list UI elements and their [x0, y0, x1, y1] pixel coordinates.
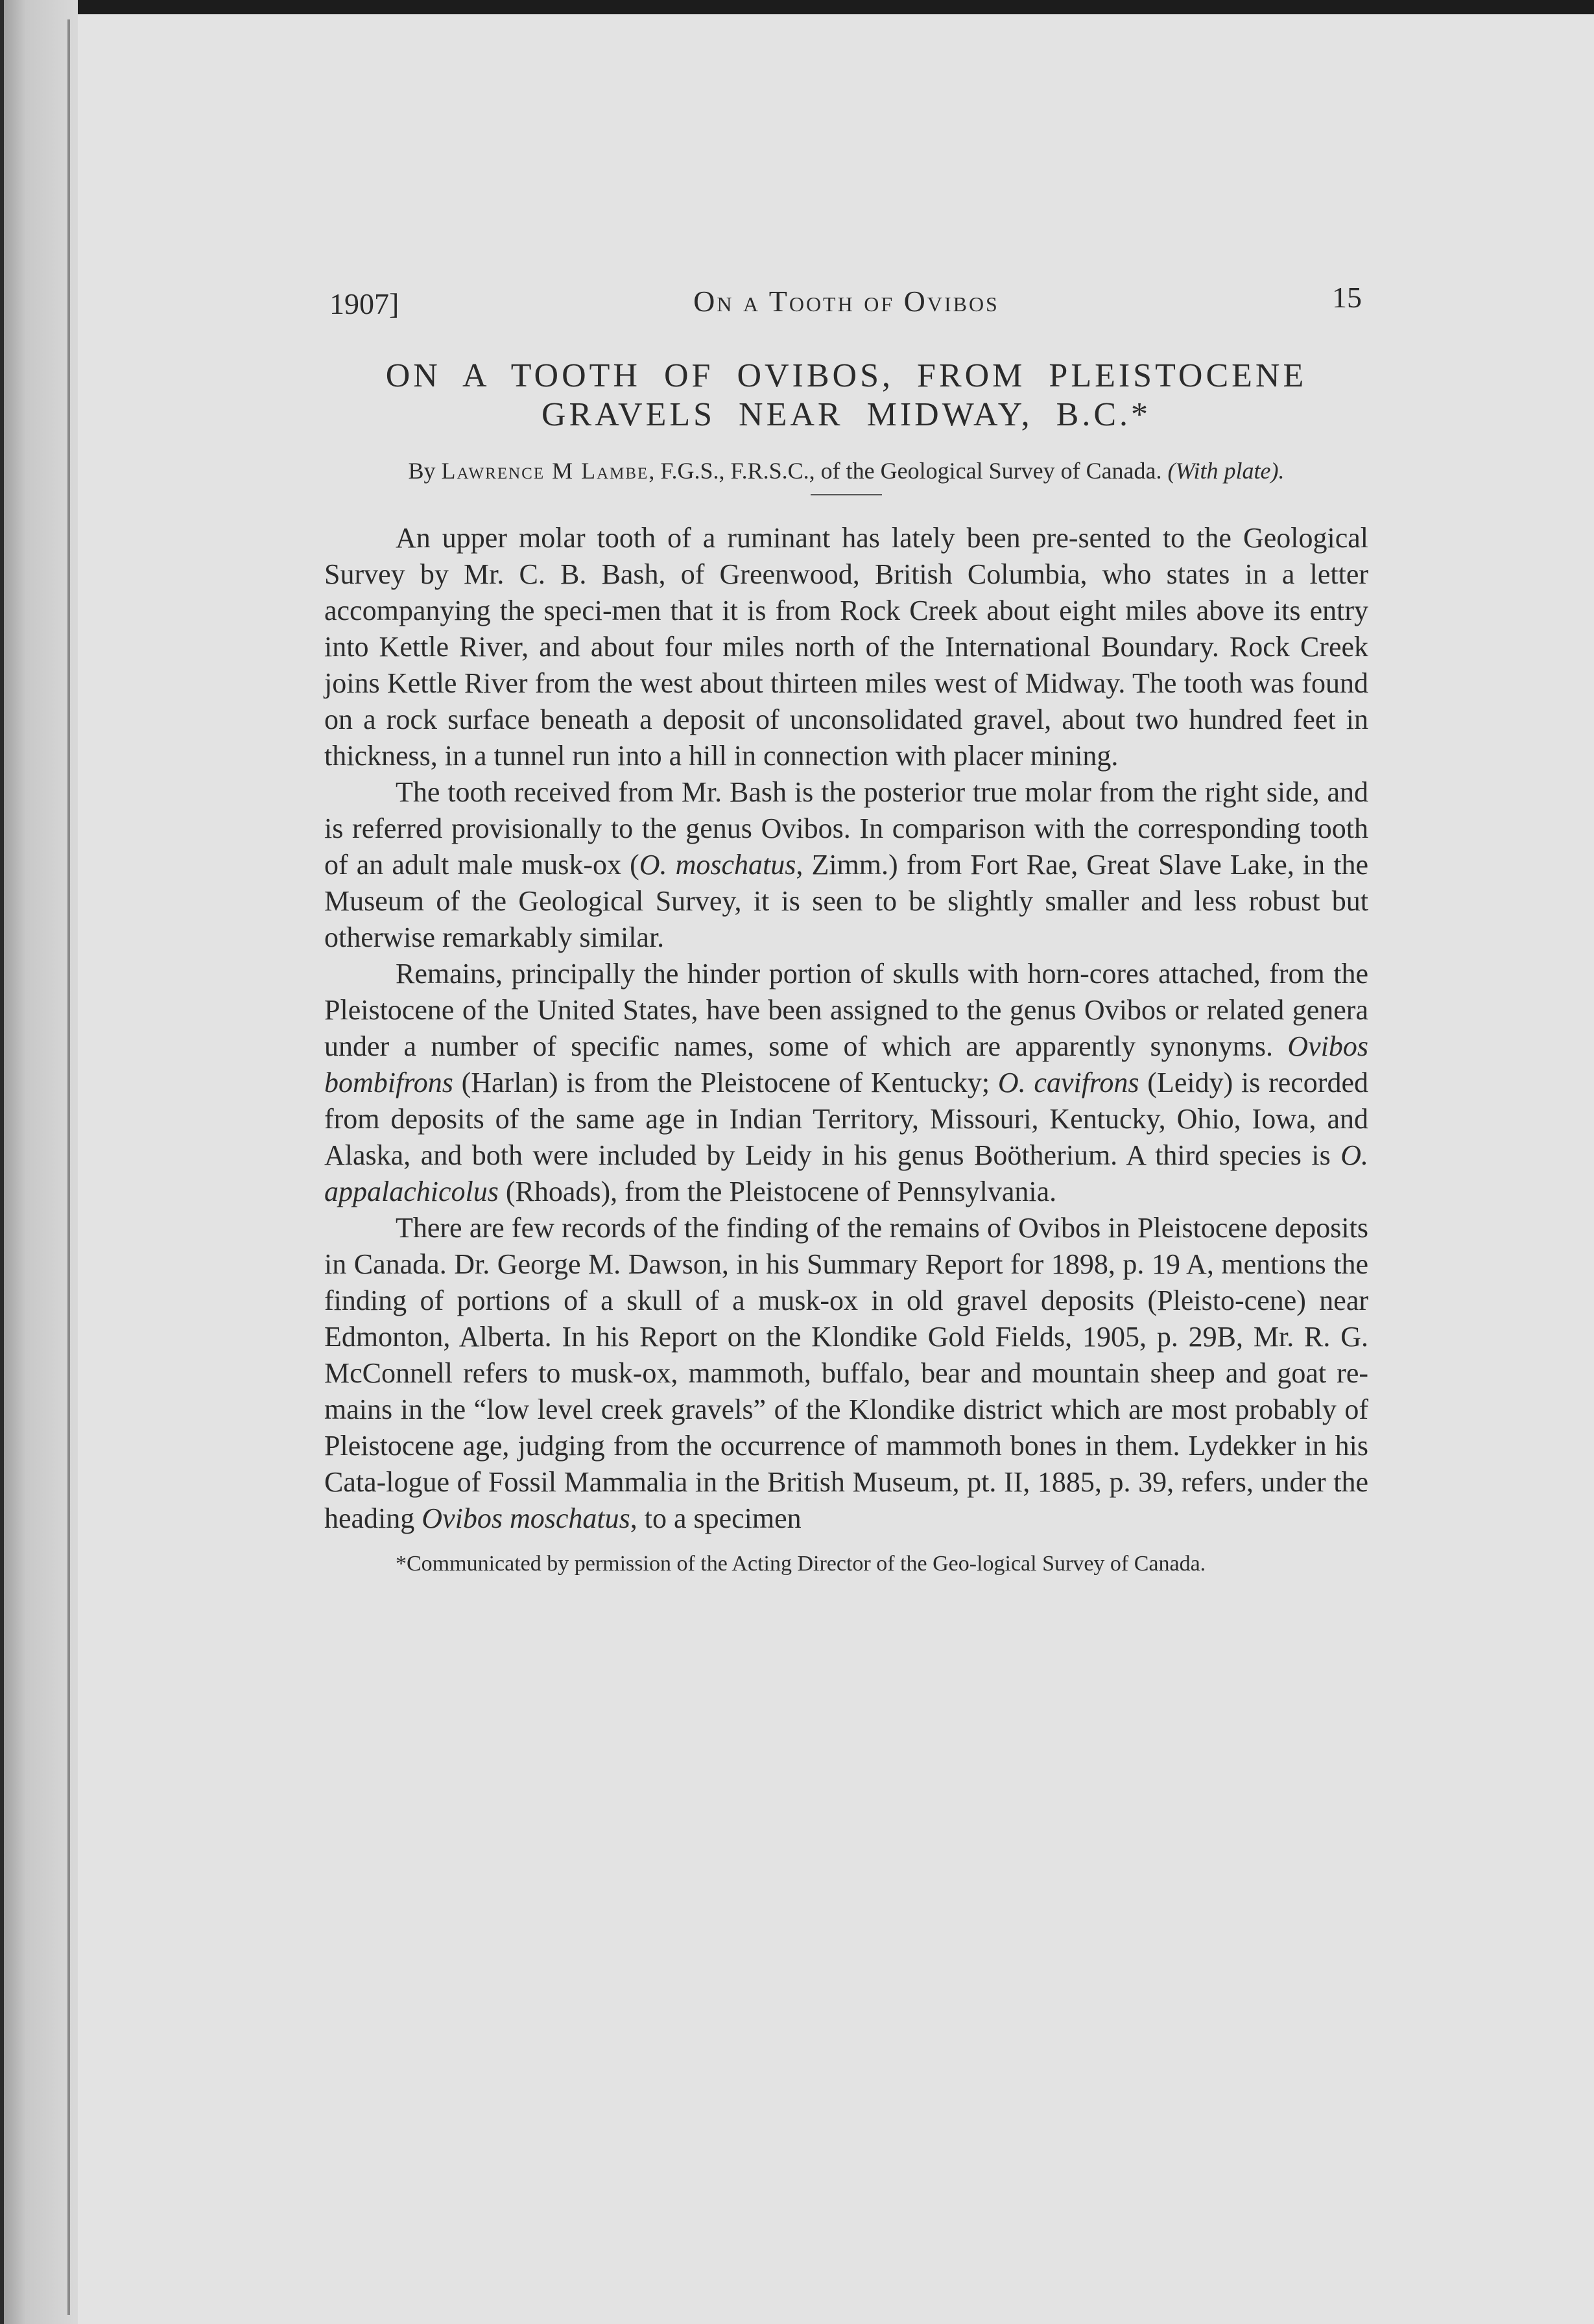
paragraph-3-text-b: (Harlan) is from the Pleistocene of Kentucky; — [453, 1067, 998, 1098]
author-name: Lawrence M Lambe — [441, 458, 649, 484]
species-name: O. moschatus — [639, 849, 796, 881]
species-name: Ovibos bombifrons — [324, 1030, 1368, 1098]
running-head — [324, 272, 1368, 318]
page-number: 15 — [1332, 281, 1362, 314]
article-body — [324, 520, 1368, 1537]
paragraph-1 — [324, 520, 1368, 774]
paragraph-3-text-d: (Rhoads), from the Pleistocene of Pennsylvania. — [498, 1176, 1057, 1207]
byline-prefix: By — [408, 458, 436, 484]
byline — [324, 456, 1368, 485]
book-binding-edge — [0, 0, 78, 2324]
paragraph-4-text-a: There are few records of the finding of the remains of Ovibos in Pleistocene deposits in Canada. Dr. George M. Dawson, in his Summary Report for 1898, p. 19 A, mentions the finding of portions of a skull of a musk-ox in old gravel deposits (Pleisto-cene) near Edmonton, Alberta. In his Report on the Klondike Gold Fields, 1905, p. 29B, Mr. R. G. McConnell refers to musk-ox, mammoth, buffalo, bear and mountain sheep and goat re-mains in the “low level creek gravels” of the Klondike district which are most probably of Pleistocene age, judging from the occurrence of mammoth bones in them. Lydekker in his Cata-logue of Fossil Mammalia in the British Museum, pt. II, 1885, p. 39, refers, under the heading — [324, 1212, 1368, 1534]
author-affiliation: , F.G.S., F.R.S.C., of the Geological Survey of Canada. — [648, 458, 1162, 484]
paragraph-4-text-b: , to a specimen — [630, 1502, 802, 1534]
paragraph-2-text-a: The tooth received from Mr. Bash is the posterior true molar from the right side, and is referred provisionally to the genus Ovibos. In comparison with the corresponding tooth of an adult male musk-ox ( — [324, 776, 1368, 881]
species-name: Ovibos moschatus — [422, 1502, 630, 1534]
article-title-line-2: GRAVELS NEAR MIDWAY, B.C.* — [541, 396, 1152, 433]
scan-top-border — [0, 0, 1594, 14]
article-title-line-1: ON A TOOTH OF OVIBOS, FROM PLEISTOCENE — [385, 357, 1307, 394]
paragraph-3-text-a: Remains, principally the hinder portion of skulls with horn-cores attached, from the Pleistocene of the United States, have been assigned to the genus Ovibos or related genera under a number of specific names, some of which are apparently synonyms. — [324, 958, 1368, 1062]
article-title — [324, 357, 1368, 434]
page-content — [324, 272, 1368, 1577]
running-head-year: 1907] — [329, 287, 399, 320]
title-divider — [811, 494, 882, 495]
paragraph-4 — [324, 1210, 1368, 1537]
paragraph-2-text-b: , Zimm.) from Fort Rae, Great Slave Lake, in the Museum of the Geological Survey, it is seen to be slightly smaller and less robust but otherwise remarkably similar. — [324, 849, 1368, 953]
paragraph-3 — [324, 956, 1368, 1210]
scan-left-border — [0, 0, 4, 2324]
plate-note: (With plate). — [1167, 458, 1285, 484]
running-head-title: On a Tooth of Ovibos — [693, 285, 999, 318]
binding-fold-line — [67, 19, 70, 2315]
species-name: O. appalachicolus — [324, 1139, 1368, 1207]
footnote: *Communicated by permission of the Acting Director of the Geo-logical Survey of Canada. — [396, 1552, 1206, 1576]
paragraph-3-text-c: (Leidy) is recorded from deposits of the same age in Indian Territory, Missouri, Kentucky, Ohio, Iowa, and Alaska, and both were included by Leidy in his genus Boötherium. A third species is — [324, 1067, 1368, 1171]
paragraph-1-text: An upper molar tooth of a ruminant has lately been pre-sented to the Geological Survey by Mr. C. B. Bash, of Greenwood, British Columbia, who states in a letter accompanying the speci-men that it is from Rock Creek about eight miles above its entry into Kettle River, and about four miles north of the International Boundary. Rock Creek joins Kettle River from the west about thirteen miles west of Midway. The tooth was found on a rock surface beneath a deposit of unconsolidated gravel, about two hundred feet in thickness, in a tunnel run into a hill in connection with placer mining. — [324, 522, 1368, 772]
species-name: O. cavifrons — [997, 1067, 1139, 1098]
paragraph-2 — [324, 774, 1368, 956]
